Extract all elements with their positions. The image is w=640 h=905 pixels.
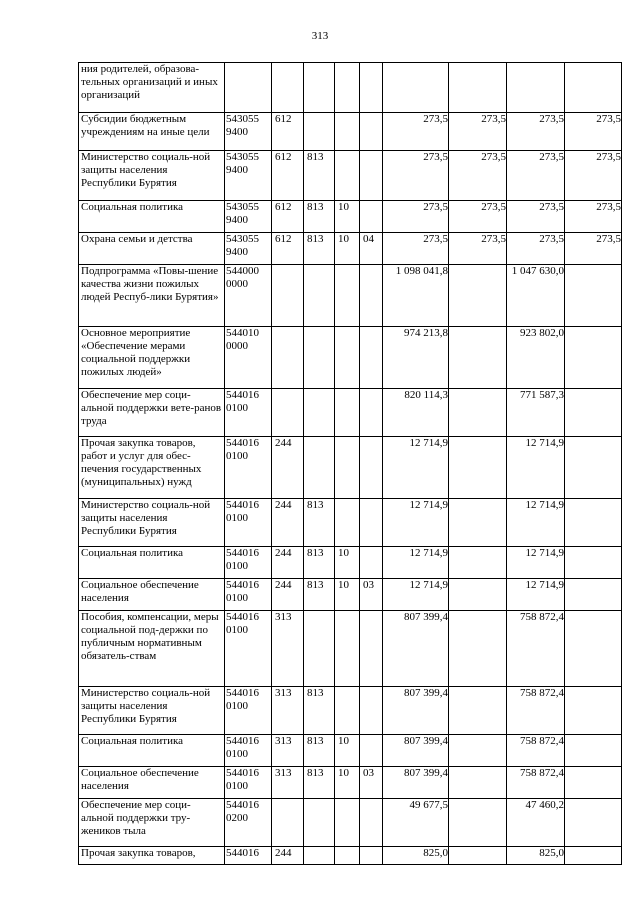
row-name-cell: Социальная политика (79, 201, 225, 233)
subsection-cell (360, 151, 383, 201)
admin-code-cell (304, 327, 335, 389)
amount-2-cell (449, 767, 507, 799)
admin-code-cell: 813 (304, 687, 335, 735)
table-row (79, 389, 622, 437)
admin-code-cell: 813 (304, 735, 335, 767)
amount-2-cell (449, 437, 507, 499)
amount-3-cell (507, 63, 565, 113)
subsection-cell: 04 (360, 233, 383, 265)
target-article-cell: 544016 0100 (225, 499, 272, 547)
row-name-cell: Социальная политика (79, 547, 225, 579)
subsection-cell (360, 847, 383, 865)
section-cell (335, 113, 360, 151)
expense-type-cell: 612 (272, 113, 304, 151)
expense-type-cell (272, 63, 304, 113)
row-name-cell: Подпрограмма «Повы-шение качества жизни пожилых людей Респуб-лики Бурятия» (79, 265, 225, 327)
amount-2-cell (449, 687, 507, 735)
amount-3-cell: 273,5 (507, 233, 565, 265)
section-cell: 10 (335, 201, 360, 233)
target-article-cell: 544016 0100 (225, 547, 272, 579)
target-article-cell: 544000 0000 (225, 265, 272, 327)
subsection-cell (360, 265, 383, 327)
amount-1-cell (383, 63, 449, 113)
row-name-cell: Пособия, компенсации, меры социальной под-держки по публичным нормативным обязатель-ствам (79, 611, 225, 687)
target-article-cell (225, 63, 272, 113)
section-cell (335, 687, 360, 735)
amount-4-cell (565, 499, 622, 547)
target-article-cell: 544016 0100 (225, 767, 272, 799)
row-name-cell: Прочая закупка товаров, (79, 847, 225, 865)
target-article-cell: 544016 0100 (225, 611, 272, 687)
row-name-cell: Субсидии бюджетным учреждениям на иные цели (79, 113, 225, 151)
section-cell (335, 611, 360, 687)
expense-type-cell: 313 (272, 767, 304, 799)
amount-3-cell: 758 872,4 (507, 611, 565, 687)
expense-type-cell: 244 (272, 547, 304, 579)
target-article-cell: 543055 9400 (225, 201, 272, 233)
amount-4-cell (565, 265, 622, 327)
admin-code-cell (304, 847, 335, 865)
admin-code-cell (304, 437, 335, 499)
amount-4-cell (565, 611, 622, 687)
section-cell (335, 799, 360, 847)
section-cell (335, 437, 360, 499)
amount-1-cell: 807 399,4 (383, 767, 449, 799)
expense-type-cell: 313 (272, 611, 304, 687)
table-row (79, 499, 622, 547)
row-name-cell: Прочая закупка товаров, работ и услуг для обес-печения государственных (муниципальных) нужд (79, 437, 225, 499)
row-name-cell: Министерство социаль-ной защиты населения Республики Бурятия (79, 499, 225, 547)
row-name-cell: Социальное обеспечение населения (79, 579, 225, 611)
amount-1-cell: 49 677,5 (383, 799, 449, 847)
amount-3-cell: 758 872,4 (507, 735, 565, 767)
target-article-cell: 544010 0000 (225, 327, 272, 389)
expense-type-cell (272, 265, 304, 327)
admin-code-cell: 813 (304, 767, 335, 799)
table-row (79, 63, 622, 113)
amount-4-cell (565, 389, 622, 437)
amount-4-cell (565, 847, 622, 865)
section-cell: 10 (335, 547, 360, 579)
amount-4-cell (565, 767, 622, 799)
target-article-cell: 544016 0100 (225, 579, 272, 611)
row-name-cell: Министерство социаль-ной защиты населения Республики Бурятия (79, 687, 225, 735)
section-cell (335, 63, 360, 113)
amount-1-cell: 12 714,9 (383, 579, 449, 611)
subsection-cell (360, 687, 383, 735)
section-cell (335, 327, 360, 389)
section-cell: 10 (335, 233, 360, 265)
subsection-cell (360, 437, 383, 499)
admin-code-cell (304, 611, 335, 687)
section-cell (335, 389, 360, 437)
amount-1-cell: 807 399,4 (383, 687, 449, 735)
amount-2-cell (449, 611, 507, 687)
target-article-cell: 544016 (225, 847, 272, 865)
amount-1-cell: 273,5 (383, 233, 449, 265)
table-row (79, 611, 622, 687)
admin-code-cell: 813 (304, 151, 335, 201)
subsection-cell (360, 389, 383, 437)
subsection-cell (360, 113, 383, 151)
amount-3-cell: 273,5 (507, 201, 565, 233)
amount-3-cell: 273,5 (507, 113, 565, 151)
amount-2-cell (449, 799, 507, 847)
amount-4-cell: 273,5 (565, 113, 622, 151)
amount-1-cell: 273,5 (383, 113, 449, 151)
target-article-cell: 543055 9400 (225, 151, 272, 201)
section-cell (335, 151, 360, 201)
admin-code-cell: 813 (304, 499, 335, 547)
amount-2-cell: 273,5 (449, 151, 507, 201)
table-row (79, 437, 622, 499)
section-cell: 10 (335, 735, 360, 767)
amount-1-cell: 825,0 (383, 847, 449, 865)
amount-1-cell: 273,5 (383, 151, 449, 201)
expense-type-cell: 313 (272, 735, 304, 767)
row-name-cell: ния родителей, образова-тельных организаций и иных организаций (79, 63, 225, 113)
target-article-cell: 544016 0100 (225, 437, 272, 499)
target-article-cell: 543055 9400 (225, 233, 272, 265)
amount-3-cell: 12 714,9 (507, 579, 565, 611)
amount-3-cell: 12 714,9 (507, 437, 565, 499)
table-row (79, 799, 622, 847)
amount-3-cell: 758 872,4 (507, 687, 565, 735)
subsection-cell: 03 (360, 767, 383, 799)
amount-2-cell (449, 327, 507, 389)
expense-type-cell (272, 327, 304, 389)
amount-2-cell (449, 547, 507, 579)
amount-2-cell: 273,5 (449, 201, 507, 233)
amount-4-cell (565, 437, 622, 499)
amount-4-cell (565, 327, 622, 389)
amount-4-cell: 273,5 (565, 151, 622, 201)
amount-4-cell (565, 687, 622, 735)
amount-1-cell: 974 213,8 (383, 327, 449, 389)
section-cell: 10 (335, 767, 360, 799)
amount-1-cell: 273,5 (383, 201, 449, 233)
subsection-cell (360, 547, 383, 579)
table-row (79, 233, 622, 265)
target-article-cell: 543055 9400 (225, 113, 272, 151)
amount-4-cell (565, 547, 622, 579)
amount-1-cell: 12 714,9 (383, 547, 449, 579)
amount-2-cell (449, 735, 507, 767)
expense-type-cell (272, 799, 304, 847)
admin-code-cell: 813 (304, 201, 335, 233)
admin-code-cell (304, 799, 335, 847)
amount-4-cell (565, 63, 622, 113)
table-row (79, 847, 622, 865)
table-row (79, 201, 622, 233)
admin-code-cell (304, 113, 335, 151)
target-article-cell: 544016 0100 (225, 687, 272, 735)
row-name-cell: Министерство социаль-ной защиты населения Республики Бурятия (79, 151, 225, 201)
expense-type-cell: 244 (272, 499, 304, 547)
subsection-cell (360, 499, 383, 547)
row-name-cell: Социальное обеспечение населения (79, 767, 225, 799)
target-article-cell: 544016 0100 (225, 389, 272, 437)
amount-4-cell (565, 735, 622, 767)
expense-type-cell: 313 (272, 687, 304, 735)
expense-type-cell: 244 (272, 847, 304, 865)
subsection-cell (360, 799, 383, 847)
amount-3-cell: 273,5 (507, 151, 565, 201)
expense-type-cell (272, 389, 304, 437)
amount-1-cell: 1 098 041,8 (383, 265, 449, 327)
table-row (79, 735, 622, 767)
subsection-cell (360, 63, 383, 113)
amount-3-cell: 12 714,9 (507, 547, 565, 579)
admin-code-cell: 813 (304, 547, 335, 579)
amount-2-cell: 273,5 (449, 113, 507, 151)
budget-table (78, 62, 622, 865)
amount-2-cell (449, 499, 507, 547)
admin-code-cell: 813 (304, 579, 335, 611)
amount-3-cell: 1 047 630,0 (507, 265, 565, 327)
row-name-cell: Социальная политика (79, 735, 225, 767)
target-article-cell: 544016 0100 (225, 735, 272, 767)
section-cell (335, 499, 360, 547)
amount-1-cell: 12 714,9 (383, 437, 449, 499)
amount-1-cell: 807 399,4 (383, 735, 449, 767)
section-cell: 10 (335, 579, 360, 611)
amount-2-cell (449, 63, 507, 113)
table-row (79, 113, 622, 151)
amount-2-cell (449, 847, 507, 865)
table-row (79, 687, 622, 735)
amount-4-cell: 273,5 (565, 233, 622, 265)
table-row (79, 547, 622, 579)
subsection-cell (360, 735, 383, 767)
table-row (79, 767, 622, 799)
amount-4-cell (565, 799, 622, 847)
amount-2-cell: 273,5 (449, 233, 507, 265)
row-name-cell: Обеспечение мер соци-альной поддержки тру-жеников тыла (79, 799, 225, 847)
amount-2-cell (449, 579, 507, 611)
page-number: 313 (311, 30, 329, 42)
amount-4-cell (565, 579, 622, 611)
table-body (79, 63, 622, 865)
expense-type-cell: 244 (272, 579, 304, 611)
target-article-cell: 544016 0200 (225, 799, 272, 847)
section-cell (335, 265, 360, 327)
row-name-cell: Основное мероприятие «Обеспечение мерами социальной поддержки пожилых людей» (79, 327, 225, 389)
table-row (79, 265, 622, 327)
expense-type-cell: 612 (272, 233, 304, 265)
row-name-cell: Обеспечение мер соци-альной поддержки вете-ранов труда (79, 389, 225, 437)
subsection-cell (360, 327, 383, 389)
expense-type-cell: 612 (272, 201, 304, 233)
amount-2-cell (449, 389, 507, 437)
admin-code-cell: 813 (304, 233, 335, 265)
expense-type-cell: 612 (272, 151, 304, 201)
expense-type-cell: 244 (272, 437, 304, 499)
admin-code-cell (304, 265, 335, 327)
section-cell (335, 847, 360, 865)
amount-4-cell: 273,5 (565, 201, 622, 233)
subsection-cell (360, 611, 383, 687)
amount-3-cell: 758 872,4 (507, 767, 565, 799)
admin-code-cell (304, 63, 335, 113)
amount-2-cell (449, 265, 507, 327)
table-row (79, 151, 622, 201)
amount-1-cell: 820 114,3 (383, 389, 449, 437)
admin-code-cell (304, 389, 335, 437)
amount-3-cell: 771 587,3 (507, 389, 565, 437)
subsection-cell: 03 (360, 579, 383, 611)
amount-1-cell: 807 399,4 (383, 611, 449, 687)
amount-3-cell: 47 460,2 (507, 799, 565, 847)
amount-1-cell: 12 714,9 (383, 499, 449, 547)
amount-3-cell: 825,0 (507, 847, 565, 865)
amount-3-cell: 12 714,9 (507, 499, 565, 547)
table-row (79, 579, 622, 611)
table-row (79, 327, 622, 389)
amount-3-cell: 923 802,0 (507, 327, 565, 389)
row-name-cell: Охрана семьи и детства (79, 233, 225, 265)
subsection-cell (360, 201, 383, 233)
